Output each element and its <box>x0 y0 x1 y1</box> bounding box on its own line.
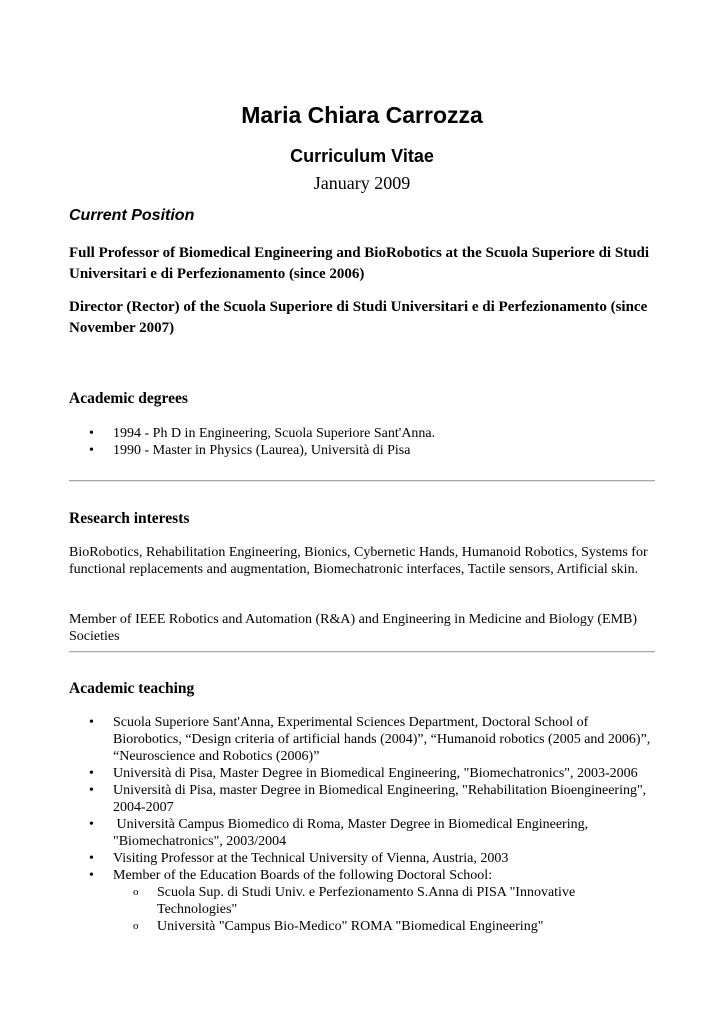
bullet-marker: • <box>89 817 94 832</box>
academic-teaching-list <box>69 714 655 935</box>
list-item <box>69 714 655 765</box>
list-item <box>69 816 655 850</box>
current-position-heading: Current Position <box>69 207 195 224</box>
list-item-text: Università di Pisa, Master Degree in Biomedical Engineering, "Biomechatronics", 2003-2006 <box>113 766 638 781</box>
document-date: January 2009 <box>313 173 411 193</box>
list-item-text: 1994 - Ph D in Engineering, Scuola Superiore Sant'Anna. <box>113 426 436 441</box>
society-membership-text: Member of IEEE Robotics and Automation (R&A) and Engineering in Medicine and Biology (EMB) Societies <box>69 612 638 644</box>
research-interests-text: BioRobotics, Rehabilitation Engineering, Bionics, Cybernetic Hands, Humanoid Robotics, Systems for functional replacements and augmentation, Biomechatronic interfaces, Tactile sensors, Artificial skin. <box>69 545 648 577</box>
section-divider <box>69 480 655 482</box>
list-item <box>69 765 655 782</box>
list-item <box>69 867 655 935</box>
list-item-text: Visiting Professor at the Technical University of Vienna, Austria, 2003 <box>113 851 509 866</box>
bullet-marker: • <box>89 715 94 730</box>
section-divider <box>69 651 655 653</box>
list-item-text: Scuola Superiore Sant'Anna, Experimental Sciences Department, Doctoral School of Biorobotics, “Design criteria of artificial hands (2004)”, “Humanoid robotics (2005 and 2006)”, “Neuroscience and Robotics (2006)” <box>113 715 651 764</box>
list-item-text: Università di Pisa, master Degree in Biomedical Engineering, "Rehabilitation Bioengineering", 2004-2007 <box>113 783 647 815</box>
document-subtitle: Curriculum Vitae <box>290 146 434 166</box>
research-interests-heading: Research interests <box>69 510 190 527</box>
bullet-marker: • <box>89 443 94 458</box>
sub-list-item <box>113 884 655 918</box>
bullet-marker: • <box>89 766 94 781</box>
academic-degrees-heading: Academic degrees <box>69 390 188 407</box>
academic-teaching-heading: Academic teaching <box>69 680 195 697</box>
list-item-text: Member of the Education Boards of the following Doctoral School: <box>113 868 493 883</box>
list-item <box>69 850 655 867</box>
list-item-text: Università Campus Biomedico di Roma, Master Degree in Biomedical Engineering, "Biomechatronics", 2003/2004 <box>113 817 592 849</box>
current-position-item: Director (Rector) of the Scuola Superiore di Studi Universitari e di Perfezionamento (since November 2007) <box>69 299 648 336</box>
sub-list-item <box>113 918 655 935</box>
bullet-marker: • <box>89 783 94 798</box>
list-item <box>69 425 655 442</box>
current-position-item: Full Professor of Biomedical Engineering and BioRobotics at the Scuola Superiore di Studi Universitari e di Perfezionamento (since 2006) <box>69 245 650 282</box>
list-item <box>69 782 655 816</box>
sub-list-item-text: Scuola Sup. di Studi Univ. e Perfezionamento S.Anna di PISA "Innovative Technologies" <box>157 885 576 917</box>
doctoral-school-sublist <box>113 884 655 935</box>
document-title: Maria Chiara Carrozza <box>241 102 483 128</box>
bullet-marker: • <box>89 426 94 441</box>
list-item-text: 1990 - Master in Physics (Laurea), Università di Pisa <box>113 443 411 458</box>
sub-list-item-text: Università "Campus Bio-Medico" ROMA "Biomedical Engineering" <box>157 919 544 934</box>
academic-degrees-list <box>69 425 655 459</box>
sub-bullet-marker: o <box>133 920 139 932</box>
bullet-marker: • <box>89 851 94 866</box>
list-item <box>69 442 655 459</box>
bullet-marker: • <box>89 868 94 883</box>
sub-bullet-marker: o <box>133 886 139 898</box>
